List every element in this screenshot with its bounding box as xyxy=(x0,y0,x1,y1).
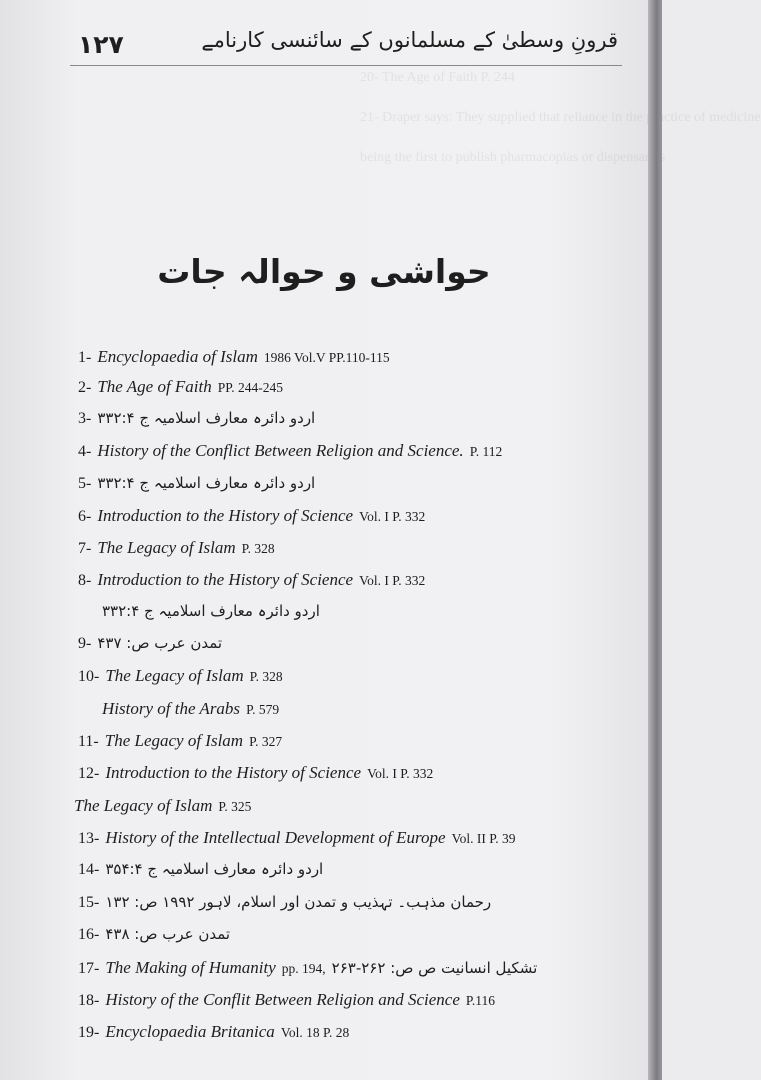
note-number: 5- xyxy=(78,475,92,492)
note-number: 7- xyxy=(78,540,92,557)
note-item xyxy=(78,347,390,367)
bleed-through-text: 20- The Age of Faith P. 244 xyxy=(360,70,515,85)
note-number: 6- xyxy=(78,508,92,525)
note-item xyxy=(78,441,502,461)
note-number: 2- xyxy=(78,379,92,396)
note-item xyxy=(78,377,283,397)
note-title: Introduction to the History of Science xyxy=(97,570,354,589)
note-title: The Legacy of Islam xyxy=(105,666,244,685)
note-urdu-text: اردو دائرہ معارف اسلامیہ ج ۳۵۴:۴ xyxy=(105,860,324,878)
note-number: 19- xyxy=(78,1024,100,1041)
note-urdu-text: تمدن عرب ص: ۴۳۸ xyxy=(105,925,231,943)
note-item xyxy=(78,860,323,879)
note-number: 18- xyxy=(78,992,100,1009)
note-urdu-text: اردو دائرہ معارف اسلامیہ ج ۳۳۲:۴ xyxy=(97,474,316,492)
note-title: History of the Conflict Between Religion and Science. xyxy=(97,441,464,460)
note-title: History of the Arabs xyxy=(102,699,241,718)
bleed-through-text: 21- Draper says: They supplied that reliance in the practice of medicine xyxy=(360,110,761,125)
note-number: 1- xyxy=(78,349,92,366)
note-title: The Legacy of Islam xyxy=(74,796,213,815)
note-urdu-text: اردو دائرہ معارف اسلامیہ ج ۳۳۲:۴ xyxy=(97,409,316,427)
note-item xyxy=(78,506,425,526)
note-item xyxy=(78,990,495,1010)
note-detail: P. 327 xyxy=(249,734,283,749)
note-item xyxy=(78,925,230,944)
note-item xyxy=(102,699,279,719)
note-item xyxy=(78,828,515,848)
running-title: قرونِ وسطیٰ کے مسلمانوں کے سائنسی کارنامے xyxy=(201,28,618,52)
note-title: Introduction to the History of Science xyxy=(97,506,354,525)
note-number: 14- xyxy=(78,861,100,878)
note-detail: 1986 Vol.V PP.110-115 xyxy=(263,350,390,365)
note-detail: pp. 194, xyxy=(281,961,326,976)
note-title: Encyclopaedia of Islam xyxy=(97,347,258,366)
note-item xyxy=(78,893,491,912)
note-detail: P. 579 xyxy=(246,702,280,717)
header-rule xyxy=(70,65,622,66)
note-urdu-text: رحمان مذہب۔ تہذیب و تمدن اور اسلام، لاہور ۱۹۹۲ ص: ۱۳۲ xyxy=(105,893,492,911)
note-title: The Legacy of Islam xyxy=(97,538,236,557)
note-item xyxy=(78,409,315,428)
note-urdu-text: تشکیل انسانیت ص ص: ۲۶۲-۲۶۳ xyxy=(331,959,538,977)
note-urdu-text: تمدن عرب ص: ۴۳۷ xyxy=(97,634,223,652)
note-title: The Legacy of Islam xyxy=(104,731,244,750)
note-item xyxy=(78,731,282,751)
note-number: 3- xyxy=(78,410,92,427)
page-edge xyxy=(648,0,662,1080)
note-item xyxy=(78,474,315,493)
note-detail: Vol. I P. 332 xyxy=(359,573,426,588)
bleed-through-text: being the first to publish pharmacopias or dispensaries xyxy=(360,150,666,165)
note-number: 17- xyxy=(78,960,100,977)
note-item xyxy=(78,570,425,590)
note-number: 4- xyxy=(78,443,92,460)
note-detail: P. 328 xyxy=(249,669,283,684)
note-number: 15- xyxy=(78,894,100,911)
note-detail: Vol. 18 P. 28 xyxy=(280,1025,350,1040)
note-title: The Making of Humanity xyxy=(105,958,276,977)
note-detail: PP. 244-245 xyxy=(217,380,284,395)
page-number: ۱۲۷ xyxy=(78,30,124,59)
note-item xyxy=(102,602,320,620)
note-item xyxy=(78,666,283,686)
note-title: Introduction to the History of Science xyxy=(105,763,362,782)
note-number: 9- xyxy=(78,635,92,652)
note-item xyxy=(78,763,433,783)
note-detail: Vol. I P. 332 xyxy=(359,509,426,524)
note-number: 8- xyxy=(78,572,92,589)
note-item xyxy=(78,538,275,558)
note-detail: P.116 xyxy=(465,993,496,1008)
note-detail: P. 328 xyxy=(241,541,275,556)
note-title: Encyclopaedia Britanica xyxy=(105,1022,275,1041)
note-number: 11- xyxy=(78,733,99,750)
note-title: The Age of Faith xyxy=(97,377,212,396)
note-item xyxy=(74,796,251,816)
note-detail: Vol. I P. 332 xyxy=(367,766,434,781)
note-item xyxy=(78,958,537,978)
note-number: 10- xyxy=(78,668,100,685)
note-item xyxy=(78,634,222,653)
note-detail: P. 325 xyxy=(218,799,252,814)
note-number: 13- xyxy=(78,830,100,847)
note-detail: Vol. II P. 39 xyxy=(451,831,516,846)
note-number: 12- xyxy=(78,765,100,782)
note-urdu-text: اردو دائرہ معارف اسلامیہ ج ۳۳۲:۴ xyxy=(102,602,320,620)
note-title: History of the Conflit Between Religion and Science xyxy=(105,990,460,1009)
note-item xyxy=(78,1022,349,1042)
note-title: History of the Intellectual Development of Europe xyxy=(105,828,446,847)
section-title: حواشی و حوالہ جات xyxy=(157,252,491,291)
note-detail: P. 112 xyxy=(469,444,503,459)
note-number: 16- xyxy=(78,926,100,943)
